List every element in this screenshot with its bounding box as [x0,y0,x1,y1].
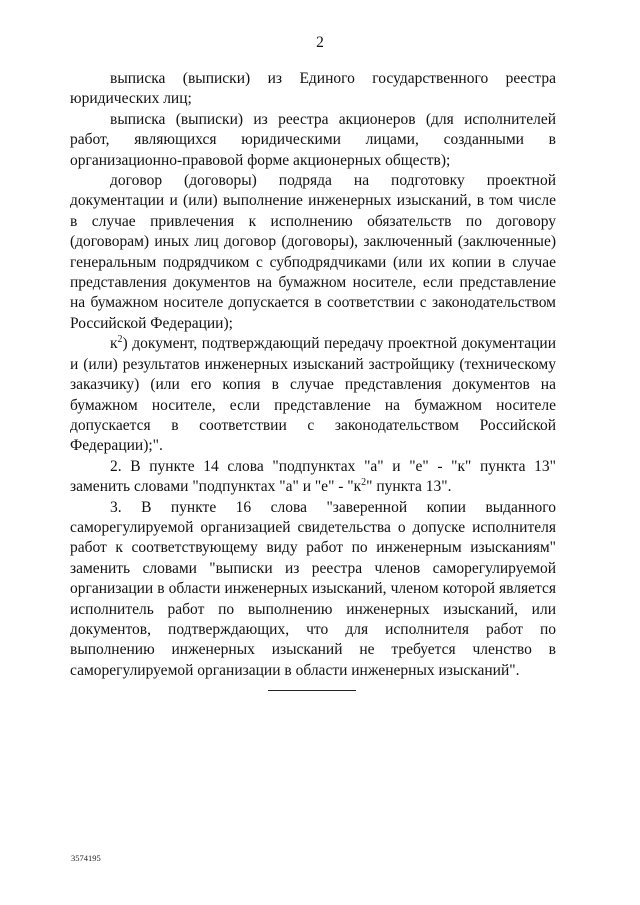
paragraph-text: выписка (выписки) из Единого государственного реестра юридических лиц; [70,70,556,108]
document-body [70,69,556,681]
paragraph-contract [70,171,556,334]
paragraph-text: " пункта 13". [366,478,452,496]
paragraph-extract-legal-entities [70,69,556,110]
page-number: 2 [316,34,324,51]
paragraph-text: 3. В пункте 16 слова "заверенной копии выданного саморегулируемой организацией свидетельства о допуске исполнителя работ к соответствующему виду работ по инженерным изысканиям" заменить словами "выписки из реестра членов саморегулируемой организации в области инженерных изысканий, членом которой является исполнитель работ по выполнению инженерных изысканий, или документов, подтверждающих, что для исполнителя работ по выполнению инженерных изысканий не требуется членство в саморегулируемой организации в области инженерных изысканий". [70,498,556,679]
paragraph-item-2 [70,457,556,498]
paragraph-text: ) документ, подтверждающий передачу проектной документации и (или) результатов инженерных изысканий застройщику (техническому заказчику) (или его копия в случае представления документов на бумажном носителе, если представление на бумажном носителе допускается в соответствии с законодательством Российской Федерации);". [70,335,556,455]
paragraph-text: выписка (выписки) из реестра акционеров (для исполнителей работ, являющихся юридическими лицами, созданными в организационно-правовой форме акционерных обществ); [70,110,556,169]
document-code: 3574195 [71,853,101,863]
paragraph-k2-document [70,334,556,456]
paragraph-text: 2. В пункте 14 слова "подпунктах "а" и "е" - "к" пункта 13" заменить словами "подпунктах "а" и "е" - "к [70,457,556,496]
paragraph-extract-shareholders [70,110,556,171]
superscript: 2 [117,334,123,346]
paragraph-text: к [110,335,118,353]
closing-divider [268,690,356,691]
paragraph-item-3 [70,498,556,682]
paragraph-text: договор (договоры) подряда на подготовку проектной документации и (или) выполнение инженерных изысканий, в том числе в случае привлечения к исполнению обязательств по договору (договорам) иных лиц договор (договоры), заключенный (заключенные) генеральным подрядчиком с субподрядчиками (или их копии в случае представления документов на бумажном носителе, если представление на бумажном носителе допускается в соответствии с законодательством Российской Федерации); [70,172,556,332]
superscript: 2 [361,476,367,488]
